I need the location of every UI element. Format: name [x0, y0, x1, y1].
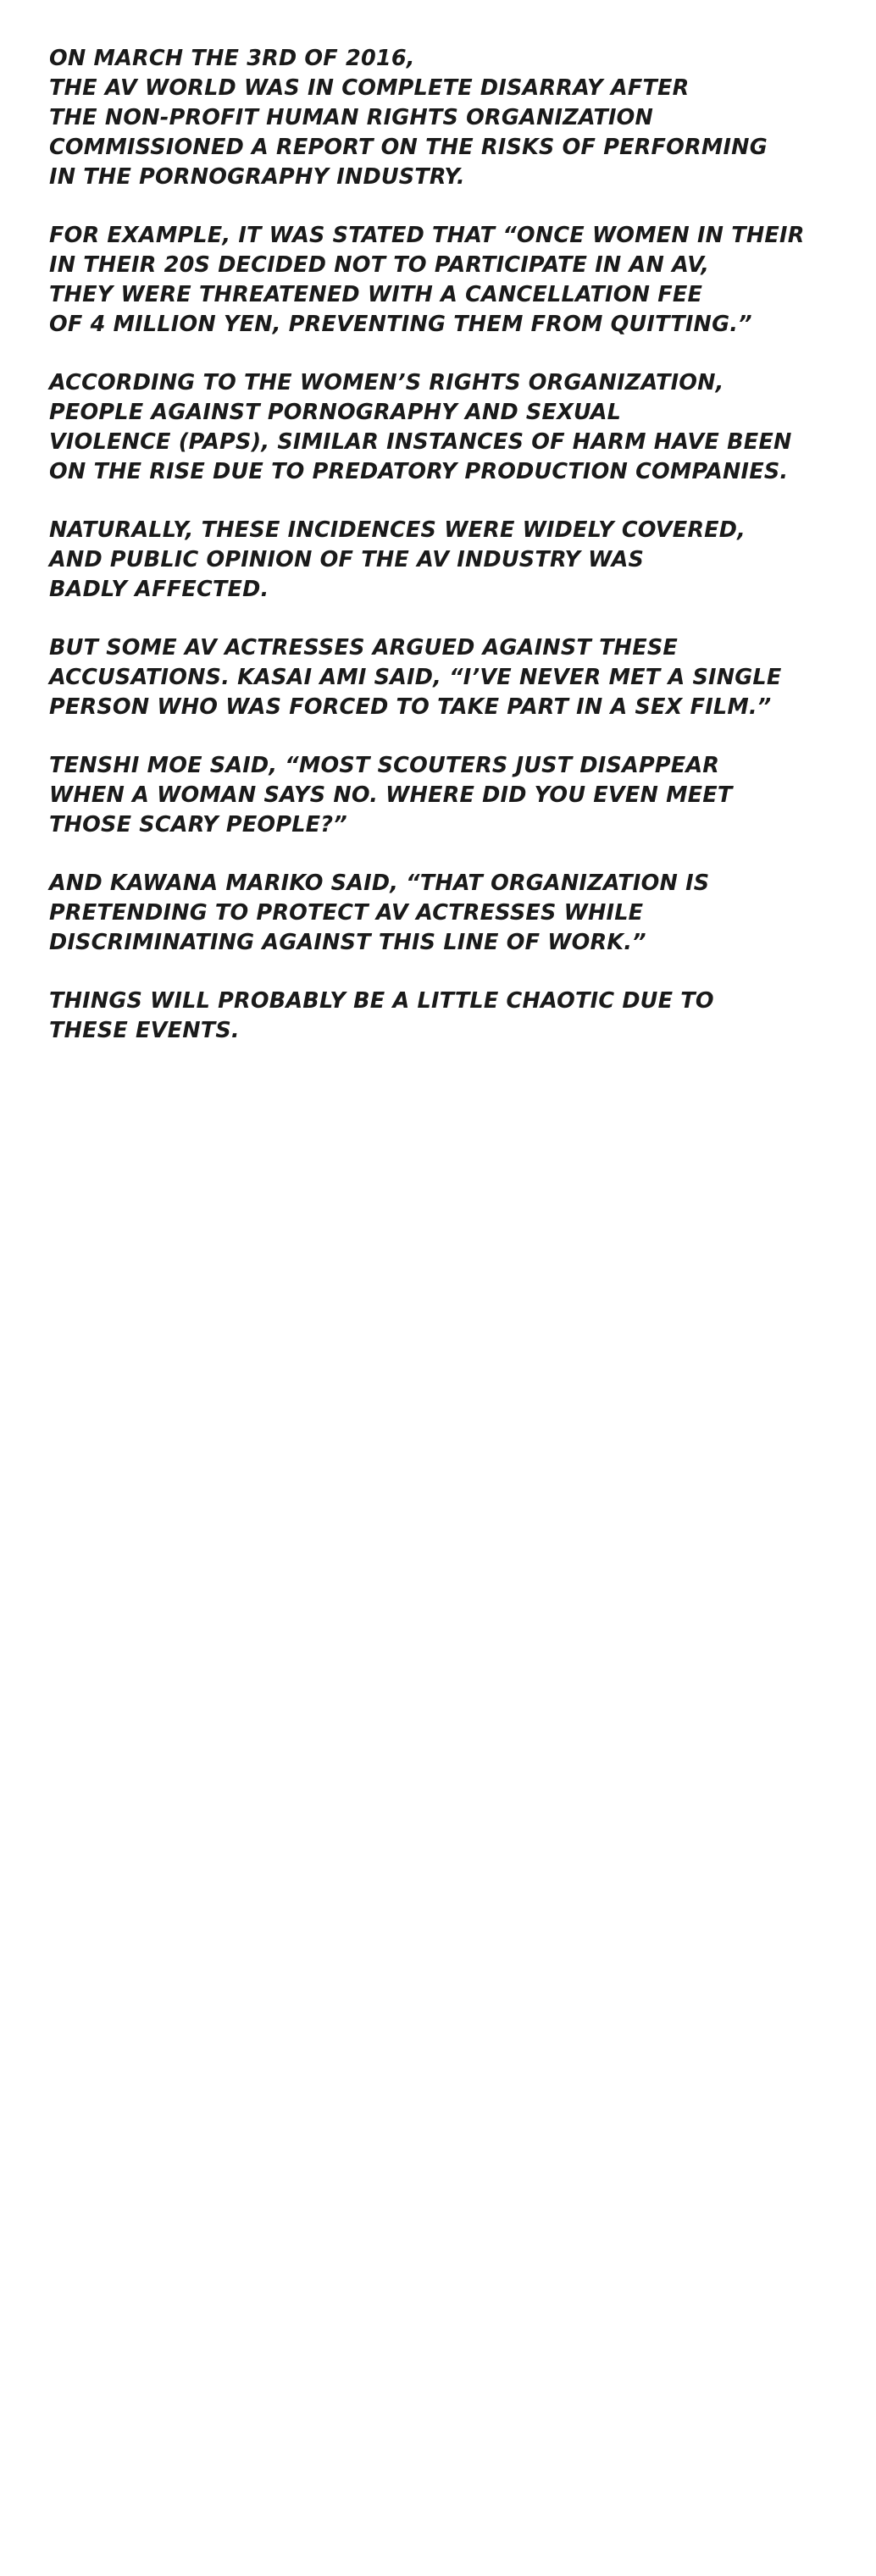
text-line: ON MARCH THE 3RD OF 2016, — [49, 46, 415, 71]
text-line: AND PUBLIC OPINION OF THE AV INDUSTRY WAS — [49, 547, 645, 572]
text-line: PERSON WHO WAS FORCED TO TAKE PART IN A SEX FILM.” — [49, 694, 772, 720]
text-line: THE AV WORLD WAS IN COMPLETE DISARRAY AFTER — [49, 75, 690, 101]
paragraph-2 — [49, 221, 825, 340]
text-line: NATURALLY, THESE INCIDENCES WERE WIDELY COVERED, — [49, 517, 746, 543]
text-line: ACCORDING TO THE WOMEN’S RIGHTS ORGANIZATION, — [49, 370, 724, 395]
text-line: THINGS WILL PROBABLY BE A LITTLE CHAOTIC DUE TO — [49, 988, 714, 1014]
paragraph-6 — [49, 751, 825, 840]
text-line: PEOPLE AGAINST PORNOGRAPHY AND SEXUAL — [49, 400, 622, 425]
paragraph-4 — [49, 516, 825, 605]
text-line: FOR EXAMPLE, IT WAS STATED THAT “ONCE WOMEN IN THEIR — [49, 223, 805, 248]
text-line: PRETENDING TO PROTECT AV ACTRESSES WHILE — [49, 900, 644, 926]
text-line: WHEN A WOMAN SAYS NO. WHERE DID YOU EVEN MEET — [49, 782, 733, 808]
paragraph-5 — [49, 633, 825, 722]
paragraph-8 — [49, 987, 825, 1046]
text-line: THOSE SCARY PEOPLE?” — [49, 812, 347, 837]
text-line: TENSHI MOE SAID, “MOST SCOUTERS JUST DISAPPEAR — [49, 753, 720, 778]
text-line: DISCRIMINATING AGAINST THIS LINE OF WORK.” — [49, 930, 646, 955]
text-line: COMMISSIONED A REPORT ON THE RISKS OF PERFORMING — [49, 135, 768, 160]
text-line: THESE EVENTS. — [49, 1018, 240, 1043]
text-line: BADLY AFFECTED. — [49, 577, 269, 602]
text-line: OF 4 MILLION YEN, PREVENTING THEM FROM QUITTING.” — [49, 312, 752, 337]
narration-text-body — [49, 44, 825, 1046]
text-line: BUT SOME AV ACTRESSES ARGUED AGAINST THESE — [49, 635, 679, 661]
text-line: VIOLENCE (PAPS), SIMILAR INSTANCES OF HARM HAVE BEEN — [49, 429, 792, 455]
text-line: AND KAWANA MARIKO SAID, “THAT ORGANIZATION IS — [49, 871, 710, 896]
text-line: IN THEIR 20S DECIDED NOT TO PARTICIPATE IN AN AV, — [49, 252, 710, 278]
text-line: THE NON-PROFIT HUMAN RIGHTS ORGANIZATION — [49, 105, 654, 130]
paragraph-7 — [49, 869, 825, 958]
text-line: ACCUSATIONS. KASAI AMI SAID, “I’VE NEVER MET A SINGLE — [49, 665, 782, 690]
text-line: ON THE RISE DUE TO PREDATORY PRODUCTION COMPANIES. — [49, 459, 789, 484]
paragraph-1 — [49, 44, 825, 192]
text-line: IN THE PORNOGRAPHY INDUSTRY. — [49, 164, 465, 190]
text-line: THEY WERE THREATENED WITH A CANCELLATION FEE — [49, 282, 703, 307]
paragraph-3 — [49, 368, 825, 487]
